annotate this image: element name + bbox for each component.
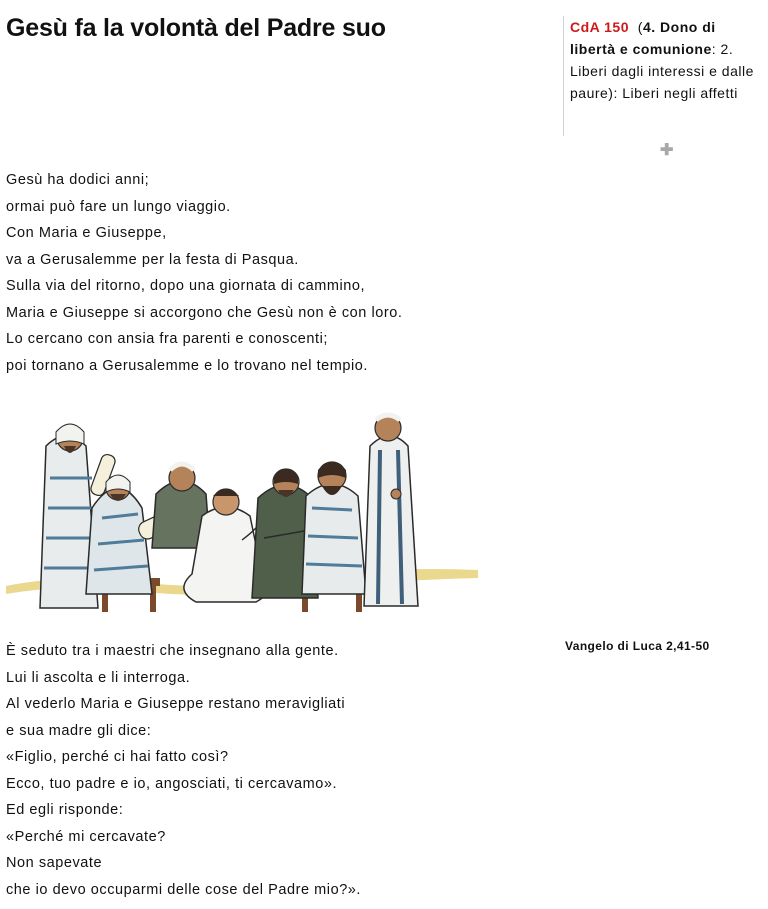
verse-line: Maria e Giuseppe si accorgono che Gesù non è con loro. — [6, 304, 403, 321]
expand-plus-icon[interactable]: ✚ — [660, 142, 674, 159]
catechism-reference-box — [563, 16, 759, 136]
verse-line: Con Maria e Giuseppe, — [6, 225, 167, 241]
verse-line: Ecco, tuo padre e io, angosciati, ti cercavamo». — [6, 775, 338, 792]
verses-part-two — [6, 638, 361, 903]
verse-line: Gesù ha dodici anni; — [6, 172, 150, 188]
verse-line: e sua madre gli dice: — [6, 722, 152, 739]
section-detail: 2. Liberi dagli interessi e dalle paure): Liberi negli affetti — [570, 41, 754, 101]
section-title: 4. Dono di libertà e comunione — [570, 19, 716, 57]
verse-line: poi tornano a Gerusalemme e lo trovano nel tempio. — [6, 357, 368, 374]
verse-line: È seduto tra i maestri che insegnano alla gente. — [6, 643, 339, 659]
gospel-reference: Vangelo di Luca 2,41-50 — [565, 639, 710, 653]
temple-scene-illustration — [6, 398, 478, 620]
verse-line: Al vederlo Maria e Giuseppe restano meravigliati — [6, 696, 346, 712]
verse-line: che io devo occuparmi delle cose del Padre mio?». — [6, 881, 361, 898]
verse-line: «Perché mi cercavate? — [6, 828, 166, 845]
verse-line: Non sapevate — [6, 855, 103, 871]
verse-line: Sulla via del ritorno, dopo una giornata di cammino, — [6, 278, 366, 294]
open-paren: ( — [637, 19, 643, 35]
verse-line: «Figlio, perché ci hai fatto così? — [6, 749, 229, 765]
verse-line: va a Gerusalemme per la festa di Pasqua. — [6, 251, 299, 268]
verse-line: Ed egli risponde: — [6, 802, 124, 818]
cda-code-link[interactable]: CdA 150 — [570, 19, 630, 35]
verse-line: Lo cercano con ansia fra parenti e conoscenti; — [6, 331, 328, 347]
verse-line: ormai può fare un lungo viaggio. — [6, 198, 231, 215]
verse-line: Lui li ascolta e li interroga. — [6, 669, 191, 686]
section-colon: : — [711, 41, 721, 57]
page-title: Gesù fa la volontà del Padre suo — [6, 14, 386, 42]
verses-part-one — [6, 167, 402, 379]
